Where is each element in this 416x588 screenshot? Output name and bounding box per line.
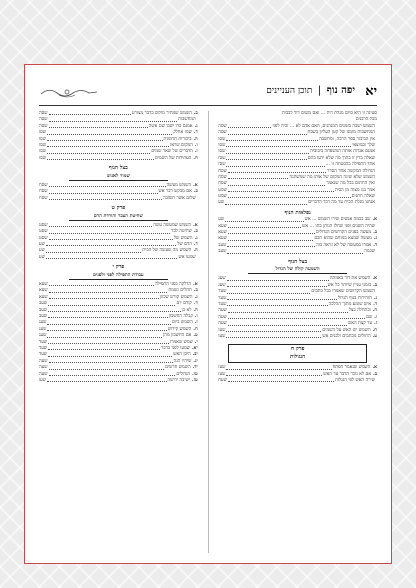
- entry-text: השמש שלא שינה המקום של אותו מה שמשתנה: [289, 174, 375, 180]
- entry-page: שעד: [39, 352, 48, 358]
- dot-leader: [225, 200, 307, 204]
- dot-leader: [47, 137, 162, 141]
- dot-leader: [46, 255, 178, 259]
- intro-line: מכל הרבנים: [355, 117, 377, 123]
- dot-leader: [228, 188, 334, 192]
- entry-page: שעו: [218, 327, 226, 333]
- dot-leader: [47, 149, 150, 153]
- entry-page: שעד: [218, 301, 227, 307]
- entry-text: אמנם אגדות אותה המשפחה ביבוביה: [310, 149, 375, 155]
- entry-page: שסו: [39, 136, 47, 142]
- entry-text: ובתחלה בצל: [348, 308, 371, 314]
- dot-leader: [228, 224, 301, 228]
- entry-number: י.: [194, 339, 198, 345]
- dot-leader: [49, 223, 153, 227]
- entry-page: שעא: [39, 282, 48, 288]
- entry-text: הגדולה המקשה אחד הסדר: [327, 168, 375, 174]
- entry-number: א.: [193, 182, 198, 188]
- entry-number: ז.: [374, 321, 377, 327]
- entry-number: ט.: [193, 333, 198, 339]
- entry-page: שסה: [218, 123, 227, 129]
- entry-page: שסז: [218, 162, 226, 168]
- entry-number: ח.: [372, 327, 377, 333]
- entry-page: שסח: [218, 168, 227, 174]
- entry-number: ה.: [193, 248, 198, 254]
- dot-leader: [47, 333, 162, 337]
- entry-number: ו.: [374, 314, 377, 320]
- entry-page: שסח: [39, 182, 48, 188]
- entry-text: אמנם בדו ישבו שם אשה: [148, 123, 193, 129]
- dot-leader: [228, 169, 326, 173]
- entry-number: ב.: [193, 189, 198, 195]
- dot-leader: [49, 117, 178, 121]
- entry-number: ה.: [372, 308, 377, 314]
- dot-leader: [49, 183, 166, 187]
- dot-leader: [48, 301, 175, 305]
- entry-page: שסט: [218, 194, 227, 200]
- dot-leader: [226, 143, 351, 147]
- dot-leader: [228, 321, 347, 325]
- entry-page: שסח: [39, 195, 48, 201]
- entry-page: שעד: [218, 295, 227, 301]
- entry-page: שסט: [39, 229, 48, 235]
- entry-page: שעז: [218, 371, 226, 377]
- section-subheading: שמור לאנוש: [69, 173, 168, 181]
- book-page: [24, 64, 392, 564]
- dot-leader: [48, 352, 172, 356]
- entry-text: המחשבות מזמנו של קטן העליון בשבת: [307, 130, 375, 136]
- book-title: יפה נוף: [326, 85, 355, 96]
- page-number: יא: [365, 84, 377, 99]
- entry-page: שעה: [218, 314, 227, 320]
- dot-leader: [47, 320, 171, 324]
- entry-number: טו.: [192, 371, 198, 377]
- entry-number: ב.: [373, 230, 377, 236]
- entry-text: הזהירות בנוף הגדול: [337, 295, 372, 301]
- entry-text: שמו אחלק: [173, 130, 192, 136]
- entry-number: יד.: [192, 365, 198, 371]
- dot-leader: [48, 314, 168, 318]
- toc-entry: [218, 378, 377, 384]
- section-heading: בצל הנוף: [108, 165, 128, 172]
- entry-text: השמש הקדושים שאמרו בכל כתבים: [311, 289, 375, 295]
- dot-leader: [47, 327, 166, 331]
- entry-page: שסט: [39, 235, 48, 241]
- entry-page: שעח: [218, 377, 227, 383]
- entry-text: שאלה חתנים: [351, 194, 375, 200]
- dot-leader: [49, 365, 165, 369]
- dot-leader: [48, 308, 181, 312]
- dot-leader: [49, 372, 176, 376]
- dot-leader: [49, 189, 158, 193]
- dot-leader: [228, 230, 315, 234]
- page-header: [39, 79, 377, 106]
- dot-leader: [227, 283, 327, 287]
- entry-number: יג.: [193, 358, 198, 364]
- entry-page: שסה: [39, 117, 48, 123]
- entry-text: השמש שמתיר מולוס בדבר מצורע: [132, 111, 192, 116]
- entry-page: שעד: [218, 289, 227, 295]
- entry-text: השמש קודש שכוון: [159, 294, 193, 300]
- entry-page: שעא: [218, 230, 227, 236]
- entry-text: המחשבות: [178, 117, 196, 123]
- entry-page: שסו: [218, 142, 226, 148]
- entry-text: הגדולים: [176, 371, 191, 377]
- entry-text: שהיה השנים ופני שחלו הנותן בתו ... אש: [302, 223, 375, 229]
- column-divider: [208, 111, 209, 553]
- entry-number: א.: [372, 276, 377, 282]
- entry-number: ד.: [193, 301, 198, 307]
- dot-leader: [49, 295, 159, 299]
- chapter-title: עבודת התפילה לפני ולפנים: [69, 272, 168, 280]
- entry-text: הדברים של שאר שמים: [151, 149, 193, 155]
- entry-number: ג.: [194, 294, 198, 300]
- dot-leader: [226, 149, 309, 153]
- dot-leader: [49, 236, 173, 240]
- entry-text: שמעו אש: [178, 254, 196, 260]
- entry-text: אמרו במעשה של לא נראה בזה: [315, 242, 372, 248]
- entry-text: ואין החתום בכל מה שנאמר: [326, 181, 375, 187]
- entry-text: השמש קידוש: [167, 326, 192, 332]
- dot-leader: [47, 143, 169, 147]
- dot-leader: [226, 365, 331, 369]
- entry-number: א.: [372, 217, 377, 223]
- dot-leader: [226, 137, 318, 141]
- dot-leader: [227, 302, 327, 306]
- dot-leader: [226, 162, 324, 166]
- entry-text: אין הביבור ספר הרבה, ומחשבה: [319, 136, 375, 142]
- entry-number: יב.: [192, 352, 198, 358]
- entry-page: שע: [39, 242, 45, 248]
- entry-page: שעה: [39, 365, 48, 371]
- entry-page: שסז: [39, 155, 47, 161]
- entry-text: שאלה בדין זו בתוך מה שלא ידעו בתם: [307, 155, 375, 161]
- entry-text: ישיבה ירושה: [167, 377, 191, 383]
- toc-entry: [218, 334, 377, 340]
- entry-number: ד.: [193, 242, 198, 248]
- toc-entry: [39, 156, 198, 162]
- entry-page: שעב: [39, 314, 48, 320]
- entry-number: ה.: [193, 136, 198, 142]
- entry-text: איש שומע מתוך ההלכה: [328, 301, 372, 307]
- entry-number: יא.: [191, 345, 198, 351]
- dot-leader: [228, 130, 307, 134]
- toc-entry: [39, 196, 198, 202]
- entry-number: ז.: [194, 149, 198, 155]
- dot-leader: [48, 346, 160, 350]
- section-heading: נפלאות הנוף: [284, 209, 311, 216]
- intro-line: סטינה זו היא סיום מגלת רות ... ואם משום דוד לבבות: [281, 111, 377, 116]
- dot-leader: [225, 217, 304, 221]
- entry-number: ד.: [373, 242, 377, 248]
- chapter-title: הנגולות: [290, 353, 306, 360]
- entry-text: השמש חדשים: [165, 365, 191, 371]
- entry-text: שחיטה לבד: [171, 229, 192, 235]
- entry-text: עד קצת האש: [348, 321, 373, 327]
- chapter-heading: פרק ט: [111, 205, 126, 212]
- dot-leader: [228, 181, 325, 185]
- entry-number: ב.: [373, 282, 377, 288]
- entry-page: שעא: [218, 236, 227, 242]
- entry-number: ג.: [194, 123, 198, 129]
- entry-text: שמעו לפני בדבר: [161, 345, 190, 351]
- dot-leader: [227, 289, 310, 293]
- entry-number: ט.: [372, 333, 377, 339]
- entry-number: ו.: [194, 314, 198, 320]
- entry-number: א.: [193, 222, 198, 228]
- entry-text: אנחנו מגלת הבית עד מה דבר הדברים: [308, 200, 375, 206]
- toc-entry: [39, 378, 198, 384]
- entry-number: א.: [372, 365, 377, 371]
- entry-number: ג.: [373, 295, 377, 301]
- section-heading: בצל הנוף: [288, 258, 308, 265]
- entry-text: השמש מעשה: [166, 182, 192, 188]
- entry-number: טז.: [192, 377, 198, 383]
- entry-number: ז.: [194, 320, 198, 326]
- entry-page: שסט: [218, 187, 227, 193]
- left-column: [39, 111, 198, 553]
- entry-text: מעשה שמצא במוחם שהוא חכם: [314, 236, 372, 242]
- entry-page: שעג: [39, 320, 47, 326]
- dot-leader: [227, 276, 329, 280]
- entry-text: העתידות של השמים: [154, 155, 192, 161]
- entry-text: שם: [366, 314, 373, 320]
- entry-page: שעה: [39, 358, 48, 364]
- entry-page: שעא: [39, 288, 48, 294]
- section-subheading: השמעה קולה של הגדול: [248, 266, 347, 274]
- entry-page: שסה: [39, 111, 48, 116]
- entry-text: החולים מכתבים ולבנים אש: [322, 333, 371, 339]
- entry-page: שעב: [39, 301, 48, 307]
- entry-text: אם החשבון מהן: [163, 333, 192, 339]
- entry-text: קבלה החשבון: [168, 314, 193, 320]
- dot-leader: [47, 378, 167, 382]
- entry-page: שסח: [218, 181, 227, 187]
- entry-text: מעשה בפנים הקדושים הגדולים: [315, 230, 372, 236]
- entry-text: אם לא נזכר הדבר עד האש: [323, 371, 372, 377]
- entry-number: ב.: [373, 371, 377, 377]
- chapter-title: שחיטת הצבר והורדת הדם: [69, 213, 168, 221]
- entry-number: ד.: [193, 130, 198, 136]
- dot-leader: [226, 328, 321, 332]
- entry-number: ב.: [193, 229, 198, 235]
- entry-text: הדם של: [177, 242, 192, 248]
- dot-leader: [227, 296, 337, 300]
- entry-text: בזמני עניין שיותר כל אש: [327, 282, 372, 288]
- entry-page: שע: [39, 248, 45, 254]
- entry-page: שסה: [218, 130, 227, 136]
- chapter-heading: פרק ח: [290, 346, 305, 353]
- entry-number: ו.: [194, 142, 198, 148]
- entry-text: אחד התפילה בהבטחה זו ...: [325, 162, 375, 168]
- entry-number: ח.: [193, 326, 198, 332]
- entry-text: שמש שאמרו: [170, 339, 193, 345]
- entry-text: השמש ישבה בזמנים המנהגים, האם אדם לא ... זכיה לפני: [272, 123, 375, 129]
- dot-leader: [49, 282, 154, 286]
- right-column: [218, 111, 377, 553]
- entry-page: שעג: [218, 276, 226, 282]
- entry-text: שכמה: [364, 249, 375, 255]
- entry-text: השמש של: [173, 235, 193, 241]
- entry-text: המקום שראו: [170, 142, 193, 148]
- entry-page: שעא: [218, 223, 227, 229]
- entry-text: השמש מה שעשה של הבית: [142, 248, 192, 254]
- entry-page: שעב: [218, 242, 227, 248]
- entry-text: שירה האש לפי הנגלות: [335, 377, 375, 383]
- entry-text: שלום אשר תשובה: [162, 195, 196, 201]
- title-separator: |: [317, 85, 322, 96]
- dot-leader: [228, 308, 348, 312]
- entry-page: שעו: [218, 333, 226, 339]
- entry-text: שיהיו הנה: [173, 358, 192, 364]
- chapter-heading: פרק י: [112, 264, 125, 271]
- dot-leader: [226, 156, 306, 160]
- toc-entry: [218, 200, 377, 206]
- entry-page: שסז: [218, 155, 226, 161]
- entry-page: שעג: [39, 326, 47, 332]
- entry-number: ב.: [193, 288, 198, 294]
- entry-page: שעז: [218, 365, 226, 371]
- toc-label: תוכן העניינים: [266, 86, 313, 96]
- entry-text: היכן האש: [173, 352, 191, 358]
- toc-columns: [39, 111, 377, 553]
- entry-text: אם מבקש דבר אש: [158, 189, 192, 195]
- chapter-box: [228, 344, 367, 363]
- entry-number: ב.: [193, 111, 198, 116]
- entry-text: שב בכמה אנשים שירו השמש ... אש: [304, 217, 371, 223]
- entry-page: שסו: [218, 149, 226, 155]
- dot-leader: [228, 315, 365, 319]
- entry-number: ה.: [193, 307, 198, 313]
- entry-page: שעה: [218, 308, 227, 314]
- entry-page: שעג: [39, 333, 47, 339]
- entry-text: השמש שנאמר הפתח: [332, 365, 371, 371]
- dot-leader: [227, 249, 363, 253]
- entry-text: אמר בנו מצוה מן הבית: [334, 187, 375, 193]
- header-ornament-icon: [39, 85, 99, 99]
- entry-text: תהלים נשמת: [168, 288, 192, 294]
- dot-leader: [49, 196, 162, 200]
- entry-page: שעה: [39, 371, 48, 377]
- dot-leader: [228, 175, 289, 179]
- entry-text: ביכורות תחומות: [163, 136, 192, 142]
- dot-leader: [46, 248, 142, 252]
- dot-leader: [226, 372, 322, 376]
- entry-text: השמש שמעשה עשה: [153, 222, 192, 228]
- entry-text: השמש את דוד באמתה: [329, 276, 371, 282]
- entry-page: שעד: [39, 345, 48, 351]
- toc-entry: [39, 255, 198, 261]
- dot-leader: [227, 243, 315, 247]
- entry-number: א.: [193, 282, 198, 288]
- entry-number: ח.: [193, 155, 198, 161]
- entry-text: שלך ובמוצאי: [352, 142, 375, 148]
- dot-leader: [47, 156, 154, 160]
- entry-text: קודם יום: [176, 301, 192, 307]
- entry-page: שע: [218, 200, 225, 206]
- entry-page: שסח: [39, 189, 48, 195]
- dot-leader: [49, 288, 168, 292]
- entry-page: שעג: [218, 282, 226, 288]
- entry-page: שסו: [39, 130, 47, 136]
- dot-leader: [46, 242, 176, 246]
- dot-leader: [49, 359, 173, 363]
- entry-page: שעו: [39, 377, 47, 383]
- entry-page: שע: [218, 217, 225, 223]
- dot-leader: [49, 229, 171, 233]
- entry-page: שסח: [218, 174, 227, 180]
- entry-number: ג.: [194, 235, 198, 241]
- dot-leader: [228, 236, 313, 240]
- entry-page: שסט: [39, 222, 48, 228]
- entry-page: שסה: [39, 123, 48, 129]
- entry-text: הדלקה בפני התפילה: [154, 282, 192, 288]
- dot-leader: [228, 378, 334, 382]
- entry-page: שסו: [218, 136, 226, 142]
- entry-text: השמש ביום: [172, 320, 193, 326]
- entry-text: לא כן: [181, 307, 192, 313]
- toc-entry: [218, 249, 377, 255]
- entry-page: שע: [39, 254, 45, 260]
- entry-page: שעא: [39, 294, 48, 300]
- dot-leader: [228, 194, 351, 198]
- entry-page: שסז: [39, 149, 47, 155]
- dot-leader: [226, 334, 321, 338]
- dot-leader: [49, 111, 132, 115]
- entry-page: שעד: [39, 339, 48, 345]
- dot-leader: [48, 340, 169, 344]
- dot-leader: [228, 124, 272, 128]
- dot-leader: [47, 130, 172, 134]
- running-title: [266, 85, 355, 96]
- entry-text: השמש יש האש על השמים: [322, 327, 371, 333]
- entry-number: ג.: [373, 236, 377, 242]
- entry-number: ד.: [373, 301, 377, 307]
- entry-page: שעה: [218, 321, 227, 327]
- entry-page: שעב: [218, 249, 227, 255]
- dot-leader: [49, 124, 148, 128]
- entry-page: שסז: [39, 142, 47, 148]
- entry-page: שעב: [39, 307, 48, 313]
